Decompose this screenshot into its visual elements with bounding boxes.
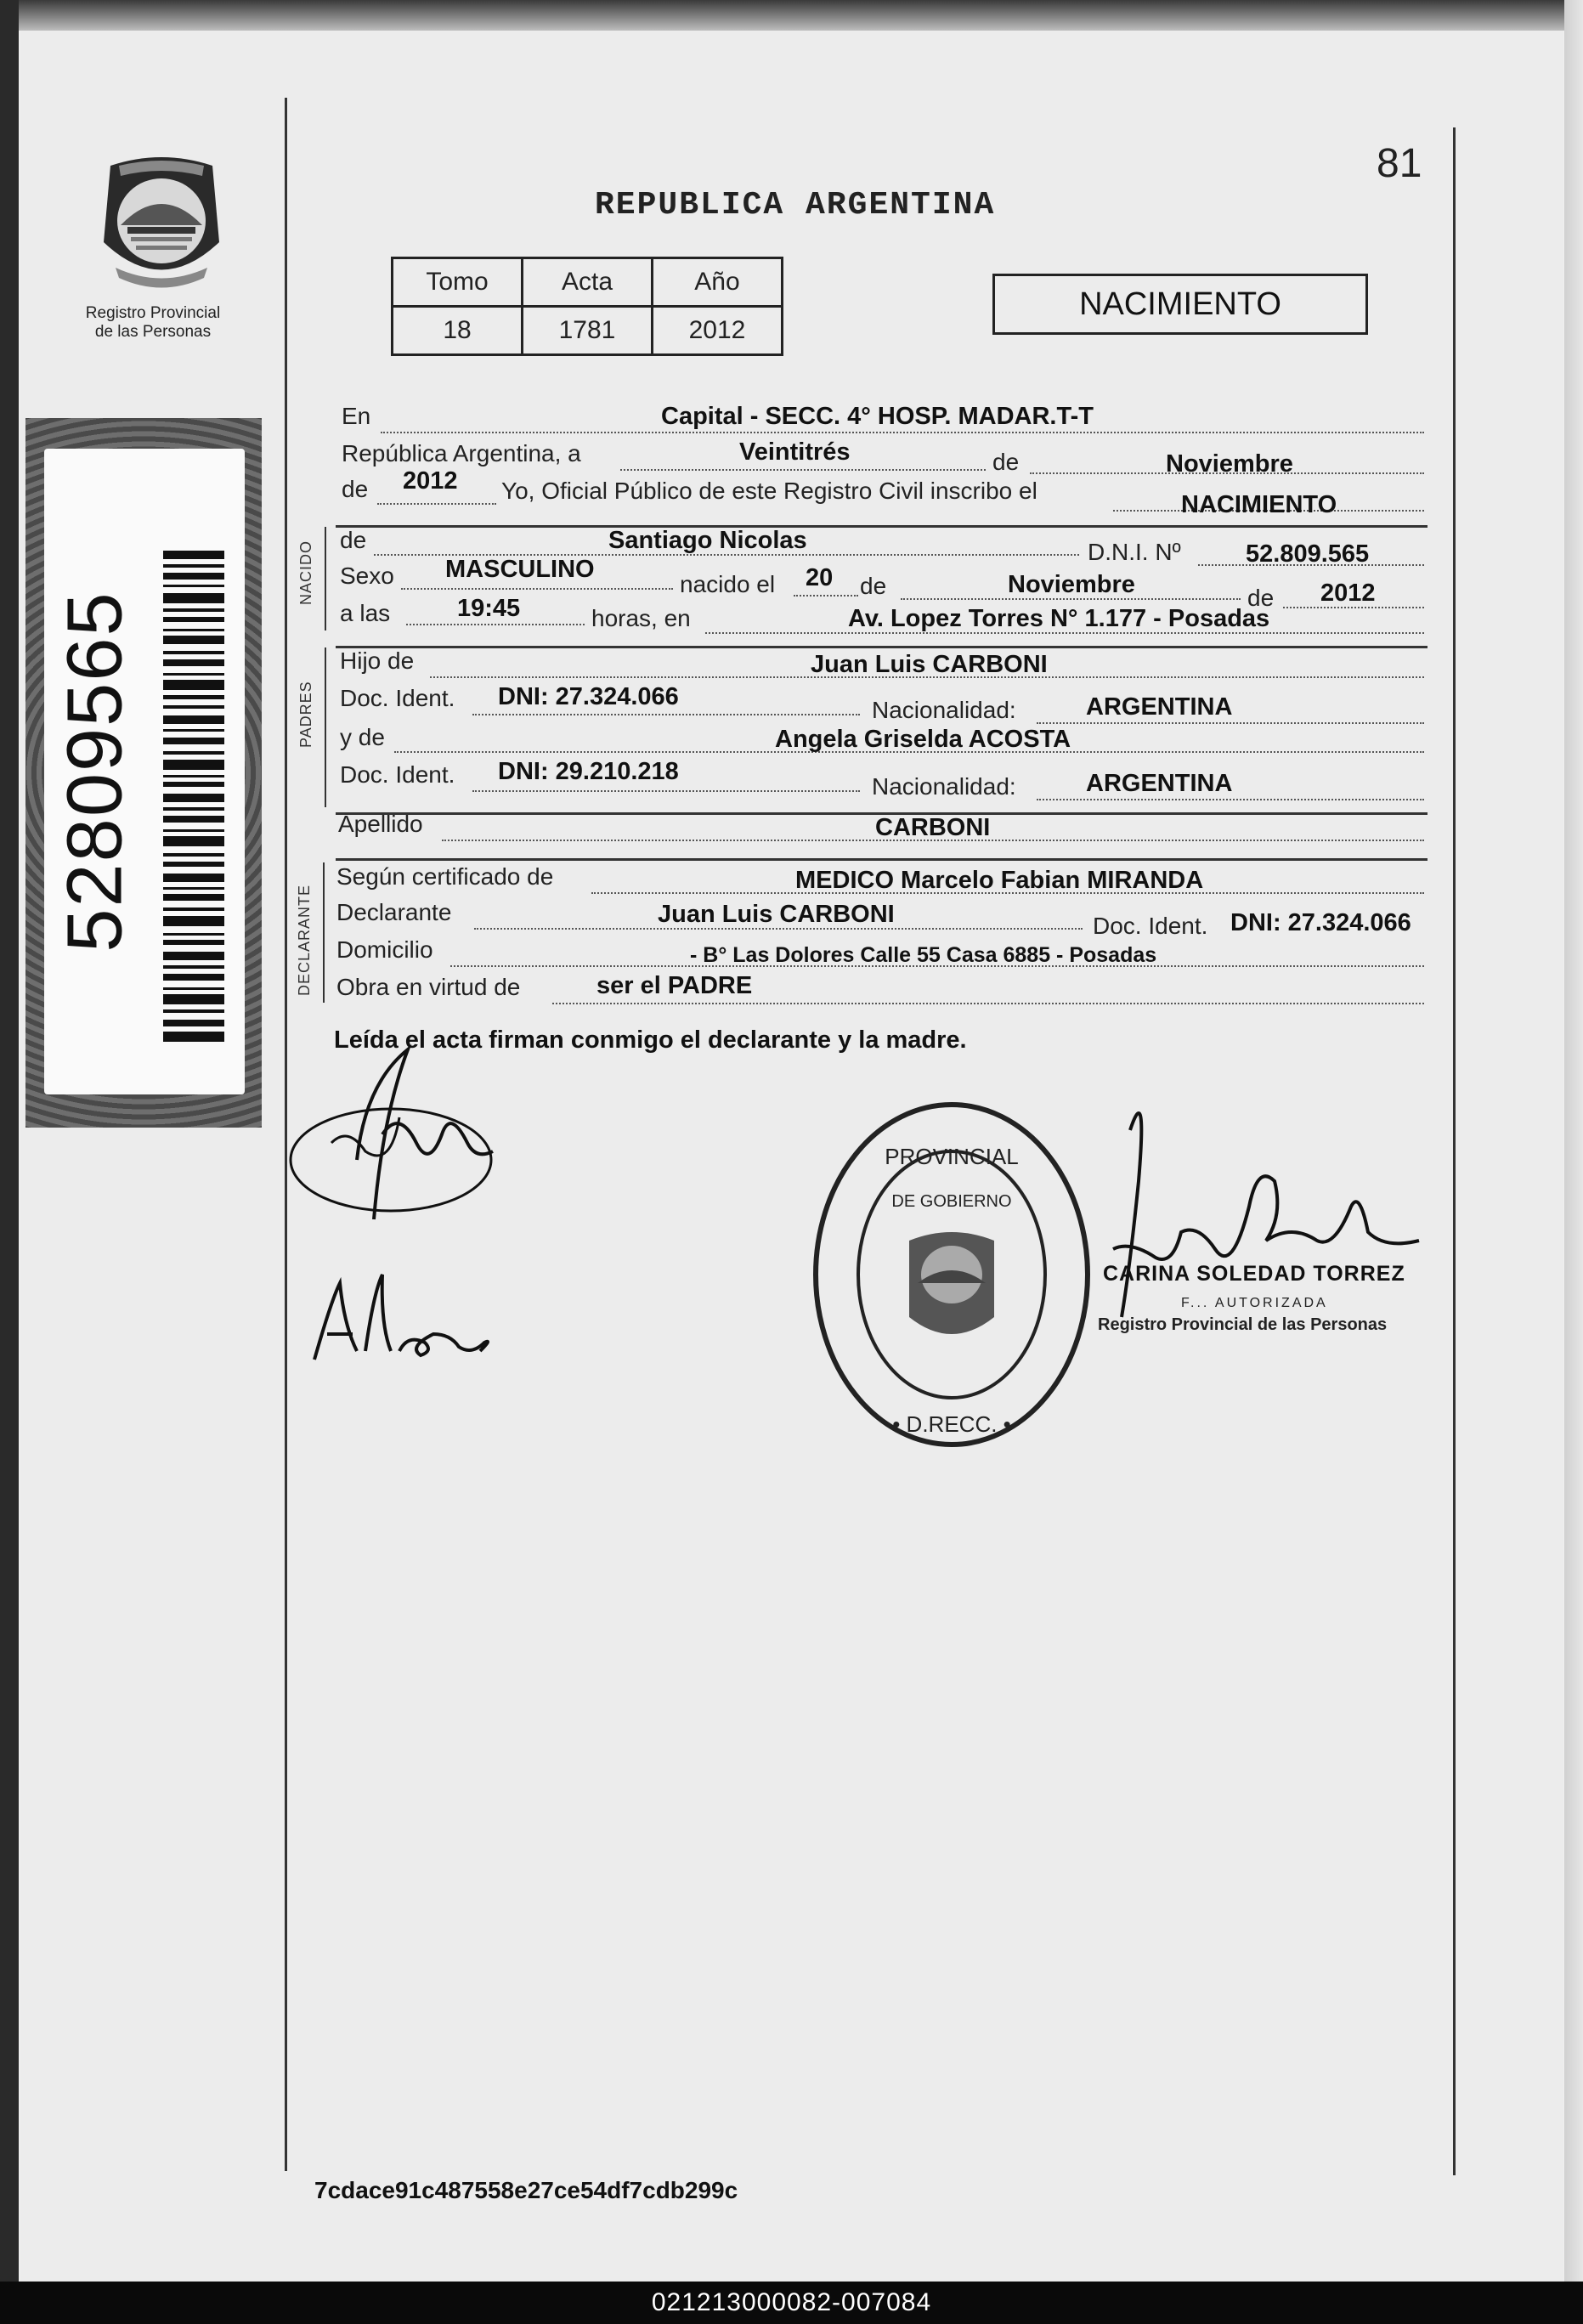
nacido-section-label: NACIDO — [297, 540, 314, 605]
svg-text:PROVINCIAL: PROVINCIAL — [885, 1144, 1019, 1169]
y-de-label: y de — [340, 724, 385, 750]
month-value: Noviembre — [1166, 450, 1293, 478]
scan-left-edge — [0, 0, 19, 2282]
birth-year-value: 2012 — [1320, 580, 1376, 607]
official-oval-stamp-icon — [807, 1096, 1096, 1453]
horas-en-label: horas, en — [591, 605, 691, 631]
record-header-acta: Acta — [523, 258, 653, 307]
mother-nat-value: ARGENTINA — [1086, 770, 1233, 797]
divider-2 — [336, 646, 1428, 648]
day-value: Veintitrés — [739, 438, 851, 466]
scan-footer-id: 021213000082-007084 — [0, 2282, 1583, 2324]
doc-ident2-label: Doc. Ident. — [340, 761, 455, 788]
record-value-row — [393, 307, 783, 355]
doc-ident3-label: Doc. Ident. — [1093, 913, 1208, 939]
record-table — [391, 257, 783, 356]
dots-obra — [552, 1003, 1424, 1004]
barcode-number — [53, 474, 138, 1069]
dots-en — [381, 432, 1424, 433]
record-header-row — [393, 258, 783, 307]
dni-value: 52.809.565 — [1246, 540, 1370, 568]
form-frame-right — [1453, 127, 1456, 2175]
emblem-label-line2: de las Personas — [94, 323, 212, 341]
republica-label: República Argentina, a — [342, 440, 581, 466]
dots-year — [377, 503, 496, 505]
record-header-tomo: Tomo — [393, 258, 523, 307]
dots-father-doc — [472, 714, 860, 715]
dots-mother-doc — [472, 790, 860, 792]
dots-sexo — [401, 588, 673, 590]
barcode-sticker — [25, 418, 262, 1128]
de-label: de — [992, 449, 1020, 475]
birth-place-value: Av. Lopez Torres N° 1.177 - Posadas — [848, 605, 1270, 632]
nacionalidad2-label: Nacionalidad: — [872, 773, 1016, 800]
a-las-label: a las — [340, 600, 391, 626]
record-value-ano: 2012 — [653, 307, 783, 355]
scan-top-edge — [0, 0, 1583, 31]
dots-birth-day — [794, 595, 858, 597]
domicilio-value: - B° Las Dolores Calle 55 Casa 6885 - Posadas — [690, 943, 1157, 967]
svg-text:• D.RECC. •: • D.RECC. • — [892, 1411, 1011, 1437]
de4-label: de — [860, 573, 887, 599]
padres-bracket — [325, 647, 326, 807]
officer-office: Registro Provincial de las Personas — [1098, 1315, 1388, 1334]
officer-signature-left-icon — [280, 1032, 518, 1253]
officer-role: F... AUTORIZADA — [1181, 1296, 1328, 1310]
certificado-value: MEDICO Marcelo Fabian MIRANDA — [795, 867, 1204, 894]
birth-month-value: Noviembre — [1008, 571, 1135, 598]
nacido-bracket — [325, 527, 326, 630]
inscribo-value: NACIMIENTO — [1181, 491, 1337, 518]
sexo-label: Sexo — [340, 563, 394, 589]
closing-statement: Leída el acta firman conmigo el declarante y la madre. — [334, 1026, 967, 1054]
de2-label: de — [342, 476, 369, 502]
divider-1 — [336, 525, 1428, 528]
svg-text:DE GOBIERNO: DE GOBIERNO — [891, 1192, 1012, 1211]
child-name-value: Santiago Nicolas — [608, 527, 807, 554]
dots-birth-time — [406, 624, 585, 625]
padres-section-label: PADRES — [297, 681, 314, 748]
year-value: 2012 — [403, 467, 458, 495]
record-value-tomo: 18 — [393, 307, 523, 355]
obra-value: ser el PADRE — [596, 972, 753, 999]
emblem-label — [51, 304, 255, 342]
dots-father-nat — [1037, 722, 1424, 724]
dni-label: D.N.I. Nº — [1088, 539, 1181, 565]
declarante-bracket — [323, 862, 325, 1003]
hijo-de-label: Hijo de — [340, 647, 415, 674]
mother-name-value: Angela Griselda ACOSTA — [775, 726, 1071, 753]
birth-day-value: 20 — [806, 564, 834, 591]
scan-right-edge — [1564, 0, 1583, 2282]
father-doc-value: DNI: 27.324.066 — [498, 683, 679, 710]
doc-ident-label: Doc. Ident. — [340, 685, 455, 711]
apellido-value: CARBONI — [875, 814, 991, 841]
certificado-label: Según certificado de — [336, 863, 554, 890]
row-en — [342, 403, 370, 430]
dots-day — [620, 469, 986, 471]
divider-4 — [336, 858, 1428, 861]
domicilio-label: Domicilio — [336, 936, 433, 963]
document-type-box: NACIMIENTO — [992, 274, 1368, 335]
father-name-value: Juan Luis CARBONI — [811, 651, 1048, 678]
provincia-de-misiones-seal-icon — [93, 149, 229, 297]
declarante-label: Declarante — [336, 899, 452, 925]
father-nat-value: ARGENTINA — [1086, 693, 1233, 721]
en-label: En — [342, 403, 371, 429]
country-title: REPUBLICA ARGENTINA — [595, 187, 996, 223]
de3-label: de — [340, 527, 367, 553]
nacido-el-label: nacido el — [680, 571, 776, 597]
record-value-acta: 1781 — [523, 307, 653, 355]
birth-time-value: 19:45 — [457, 595, 521, 622]
declarante-value: Juan Luis CARBONI — [658, 901, 895, 928]
mother-doc-value: DNI: 29.210.218 — [498, 758, 679, 785]
page-number: 81 — [1377, 141, 1422, 186]
document-hash: 7cdace91c487558e27ce54df7cdb299c — [314, 2177, 738, 2203]
mother-signature-icon — [306, 1266, 501, 1377]
apellido-label: Apellido — [338, 811, 423, 837]
obra-label: Obra en virtud de — [336, 974, 521, 1000]
declarante-doc-value: DNI: 27.324.066 — [1230, 909, 1411, 936]
barcode-sticker-inner — [44, 449, 245, 1094]
sexo-value: MASCULINO — [445, 556, 595, 583]
emblem-label-line1: Registro Provincial — [85, 304, 221, 322]
declarante-section-label: DECLARANTE — [296, 884, 313, 996]
barcode-number-text: 52809565 — [51, 591, 139, 953]
dots-mother-nat — [1037, 799, 1424, 800]
barcode-icon — [163, 551, 224, 1043]
en-value: Capital - SECC. 4° HOSP. MADAR.T-T — [661, 403, 1094, 430]
nacionalidad-label: Nacionalidad: — [872, 697, 1016, 723]
de5-label: de — [1247, 585, 1275, 611]
officer-name: CARINA SOLEDAD TORREZ — [1103, 1262, 1405, 1286]
inscribo-label: Yo, Oficial Público de este Registro Civil inscribo el — [501, 478, 1037, 504]
record-header-ano: Año — [653, 258, 783, 307]
